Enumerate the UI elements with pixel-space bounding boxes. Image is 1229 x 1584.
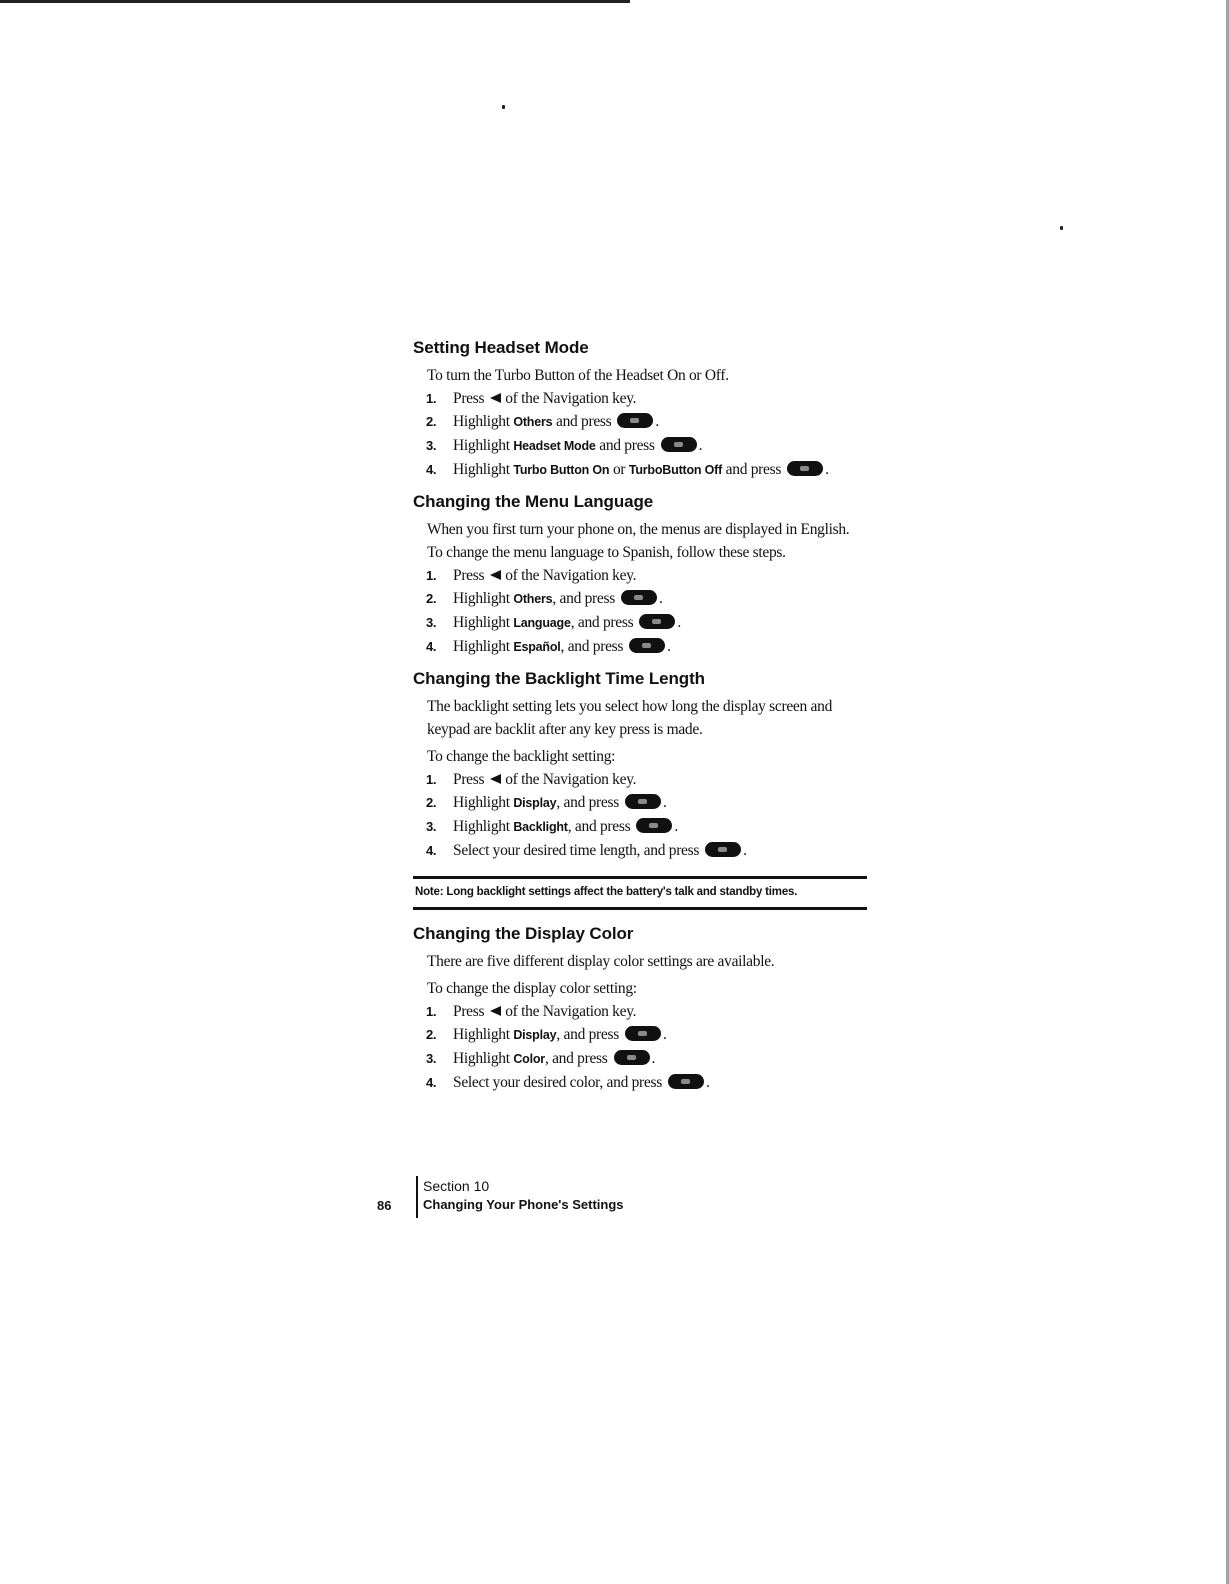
ok-button-icon <box>636 818 672 833</box>
footer-divider <box>416 1176 418 1218</box>
note-label: Note: <box>415 886 444 898</box>
page-content <box>413 338 868 1104</box>
note-box <box>413 876 867 910</box>
steps-list <box>413 1000 868 1094</box>
step-number: 3. <box>426 1051 437 1066</box>
intro-text: keypad are backlit after any key press is made. <box>427 721 703 738</box>
left-arrow-icon <box>490 1006 501 1016</box>
step-text: Select your desired color, and press <box>453 1074 662 1091</box>
scan-speck <box>1060 226 1063 230</box>
page-number: 86 <box>377 1198 392 1213</box>
section-heading: Changing the Menu Language <box>413 492 654 511</box>
step-number: 2. <box>426 591 437 606</box>
menu-keyword: Others <box>513 415 553 429</box>
section-display-color <box>413 924 868 1094</box>
step-text: of the Navigation key. <box>505 390 637 407</box>
step-text: Highlight <box>453 638 510 655</box>
steps-list <box>413 387 868 482</box>
step-text: Highlight <box>453 794 510 811</box>
step-item <box>413 768 868 791</box>
step-item <box>413 1023 868 1047</box>
step-text: . <box>743 842 747 859</box>
step-text: of the Navigation key. <box>505 567 637 584</box>
section-menu-language <box>413 492 868 659</box>
step-number: 4. <box>426 1075 437 1090</box>
step-item <box>413 815 868 839</box>
menu-keyword: Headset Mode <box>513 439 596 453</box>
intro-text: To change the menu language to Spanish, follow these steps. <box>427 544 786 561</box>
step-text: Highlight <box>453 614 510 631</box>
ok-button-icon <box>625 1026 661 1041</box>
step-text: . <box>825 461 829 478</box>
note-text: Long backlight settings affect the battery's talk and standby times. <box>446 886 798 898</box>
ok-button-icon <box>705 842 741 857</box>
step-text: , and press <box>552 590 615 607</box>
step-text: . <box>662 1026 667 1043</box>
step-text: , and press <box>556 1026 619 1043</box>
step-text: . <box>667 638 671 655</box>
step-number: 4. <box>426 843 437 858</box>
step-text: . <box>698 437 703 454</box>
step-text: , and press <box>570 614 634 631</box>
intro-text: When you first turn your phone on, the menus are displayed in English. <box>427 521 850 538</box>
ok-button-icon <box>617 413 653 428</box>
step-text: Highlight <box>453 1050 510 1067</box>
menu-keyword: Backlight <box>513 820 568 834</box>
intro-text: To turn the Turbo Button of the Headset On or Off. <box>427 367 729 384</box>
step-item <box>413 791 868 815</box>
step-text: Press <box>453 771 485 788</box>
step-text: Highlight <box>453 818 510 835</box>
step-number: 1. <box>426 1004 437 1019</box>
step-item <box>413 458 868 482</box>
intro-text: There are five different display color settings are available. <box>427 953 775 970</box>
step-text: , and press <box>560 638 624 655</box>
step-number: 2. <box>426 414 437 429</box>
step-item <box>413 1071 868 1094</box>
step-text: of the Navigation key. <box>505 771 637 788</box>
section-heading: Changing the Display Color <box>413 924 634 943</box>
footer-section: Section 10 <box>423 1178 490 1194</box>
lead-text: To change the backlight setting: <box>427 748 616 765</box>
menu-keyword: Display <box>513 796 557 810</box>
step-text: Highlight <box>453 461 510 478</box>
step-text: of the Navigation key. <box>505 1003 637 1020</box>
step-text: or <box>612 461 626 478</box>
ok-button-icon <box>625 794 661 809</box>
lead-text: To change the display color setting: <box>427 980 637 997</box>
step-text: Highlight <box>453 437 510 454</box>
step-text: Press <box>453 1003 485 1020</box>
step-text: Highlight <box>453 413 510 430</box>
step-text: , and press <box>544 1050 608 1067</box>
ok-button-icon <box>661 437 697 452</box>
footer-title: Changing Your Phone's Settings <box>423 1197 624 1212</box>
ok-button-icon <box>639 614 675 629</box>
step-item <box>413 611 868 635</box>
step-number: 1. <box>426 568 437 583</box>
step-number: 2. <box>426 1027 437 1042</box>
step-text: . <box>651 1050 656 1067</box>
menu-keyword: Color <box>513 1052 545 1066</box>
step-text: . <box>677 614 681 631</box>
step-text: Highlight <box>453 1026 510 1043</box>
ok-button-icon <box>668 1074 704 1089</box>
step-number: 4. <box>426 462 437 477</box>
left-arrow-icon <box>490 774 501 784</box>
menu-keyword: TurboButton Off <box>628 463 723 477</box>
ok-button-icon <box>787 461 823 476</box>
step-text: Highlight <box>453 590 510 607</box>
menu-keyword: Display <box>513 1028 557 1042</box>
step-text: . <box>674 818 678 835</box>
step-text: , and press <box>556 794 619 811</box>
step-item <box>413 587 868 611</box>
intro-text: The backlight setting lets you select how long the display screen and <box>427 698 833 715</box>
scan-speck <box>502 105 505 109</box>
step-item <box>413 1000 868 1023</box>
steps-list <box>413 564 868 659</box>
menu-keyword: Others <box>513 592 553 606</box>
step-number: 1. <box>426 391 437 406</box>
step-text: . <box>655 413 659 430</box>
step-item <box>413 434 868 458</box>
scan-edge-top <box>0 0 630 3</box>
step-item <box>413 564 868 587</box>
step-text: Select your desired time length, and press <box>453 842 700 859</box>
step-text: and press <box>599 437 655 454</box>
step-text: . <box>658 590 663 607</box>
step-item <box>413 839 868 862</box>
step-item <box>413 635 868 659</box>
steps-list <box>413 768 868 862</box>
step-item <box>413 410 868 434</box>
section-heading: Setting Headset Mode <box>413 338 589 357</box>
menu-keyword: Language <box>513 616 571 630</box>
left-arrow-icon <box>490 393 501 403</box>
step-text: Press <box>453 390 485 407</box>
step-item <box>413 387 868 410</box>
step-text: and press <box>555 413 612 430</box>
section-headset-mode <box>413 338 868 482</box>
ok-button-icon <box>621 590 657 605</box>
section-backlight <box>413 669 868 862</box>
step-number: 1. <box>426 772 437 787</box>
step-text: . <box>705 1074 710 1091</box>
step-number: 3. <box>426 438 437 453</box>
menu-keyword: Turbo Button On <box>513 463 610 477</box>
step-number: 3. <box>426 615 437 630</box>
step-text: , and press <box>567 818 631 835</box>
section-heading: Changing the Backlight Time Length <box>413 669 705 688</box>
ok-button-icon <box>614 1050 650 1065</box>
step-number: 3. <box>426 819 437 834</box>
step-item <box>413 1047 868 1071</box>
menu-keyword: Español <box>513 640 561 654</box>
step-number: 2. <box>426 795 437 810</box>
step-text: Press <box>453 567 485 584</box>
left-arrow-icon <box>490 570 501 580</box>
step-number: 4. <box>426 639 437 654</box>
step-text: . <box>662 794 667 811</box>
ok-button-icon <box>629 638 665 653</box>
step-text: and press <box>725 461 782 478</box>
